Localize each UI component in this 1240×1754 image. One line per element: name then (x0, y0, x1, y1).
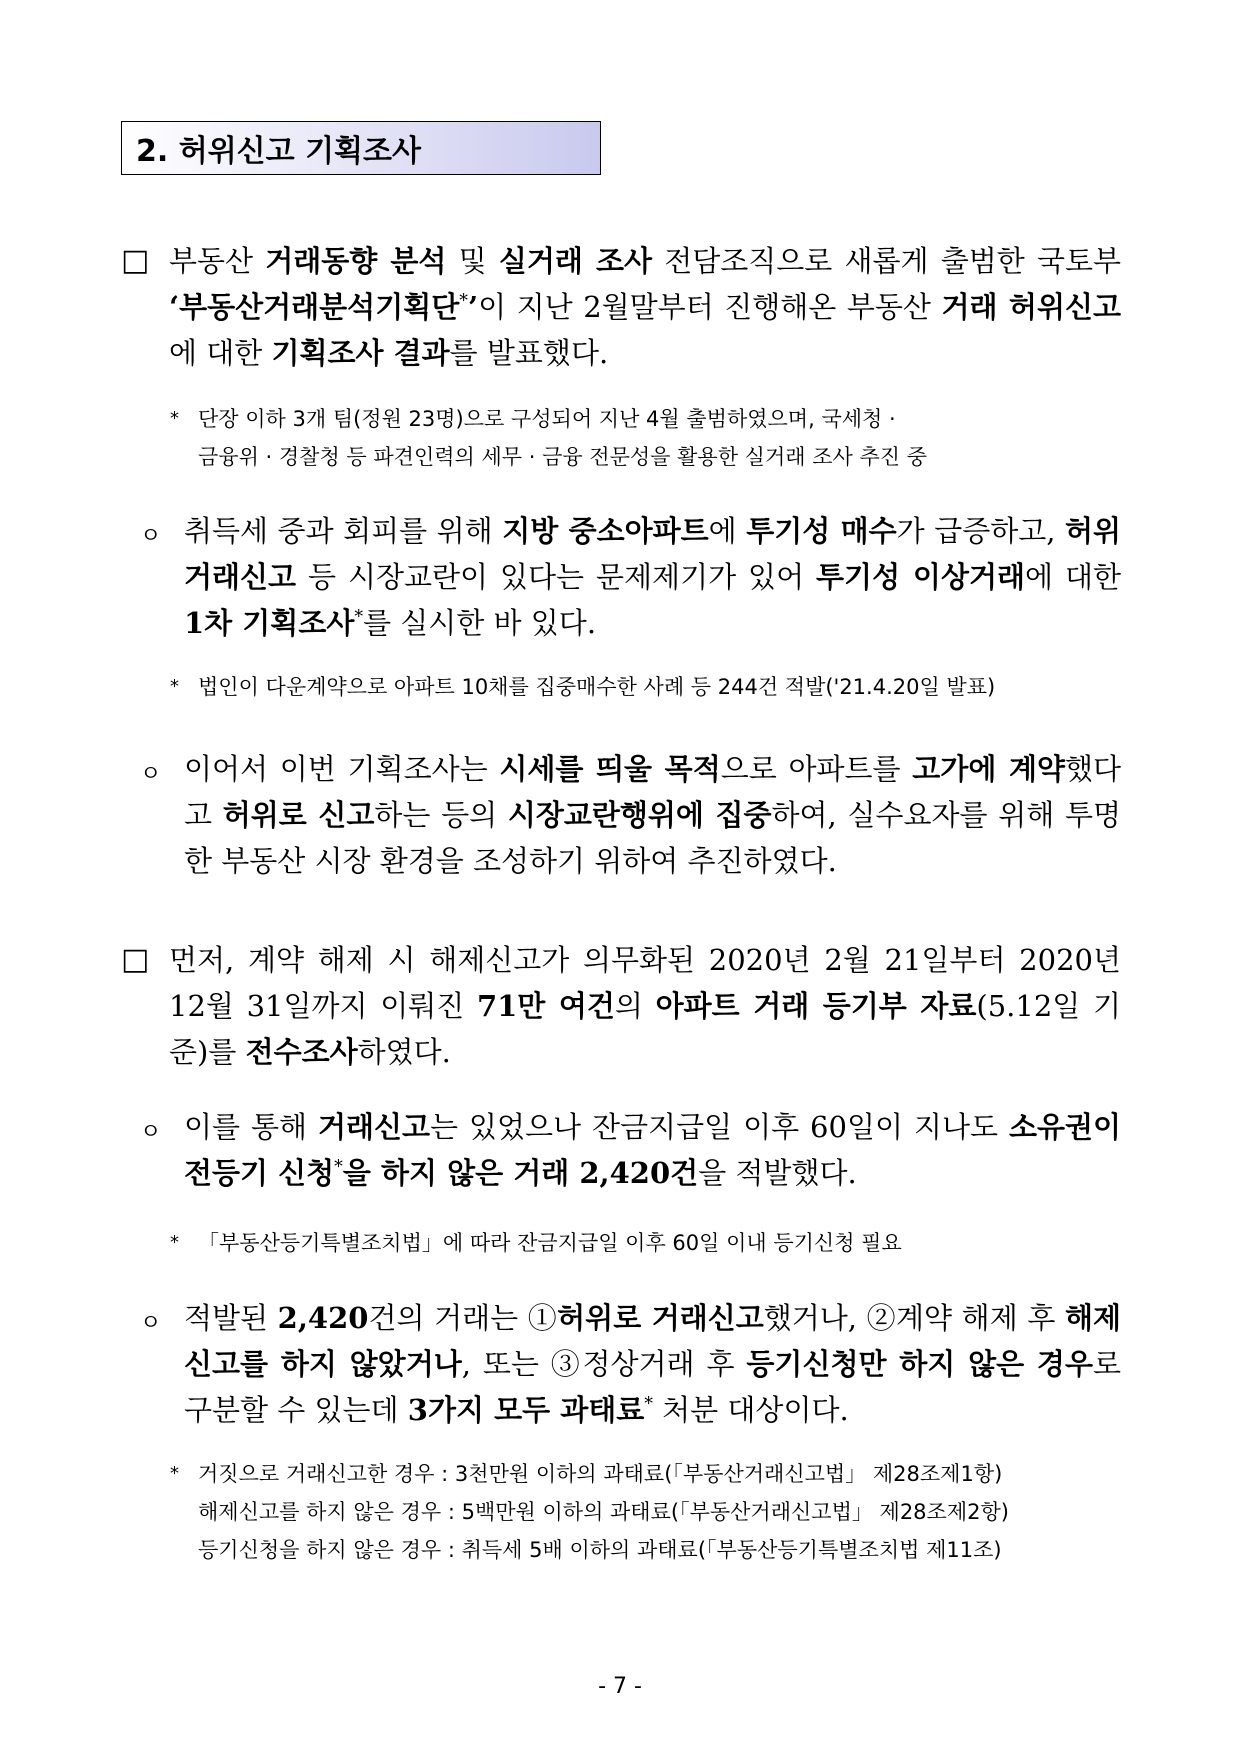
square-bullet: □ (121, 243, 150, 278)
circle-bullet: ㅇ (140, 762, 162, 787)
footnote-4 (170, 1455, 1125, 1569)
sub-bullet-3: ㅇ 이를 통해 거래신고는 있었으나 잔금지급일 이후 60일이 지나도 소유권이전등기 신청*을 하지 않은 거래 2,420건을 적발했다. (140, 1110, 1122, 1190)
circle-bullet: ㅇ (140, 1120, 162, 1145)
footnote-line: 등기신청을 하지 않은 경우 : 취득세 5배 이하의 과태료(「부동산등기특별조치법 제11조) (198, 1538, 1002, 1562)
circle-bullet: ㅇ (140, 524, 162, 549)
section-heading-box (121, 121, 601, 175)
paragraph-1: □ 부동산 거래동향 분석 및 실거래 조사 전담조직으로 새롭게 출범한 국토부 ‘부동산거래분석기획단*’이 지난 2월말부터 진행해온 부동산 거래 허위신고에 대한 기획조사 결과를 발표했다. (121, 238, 1121, 376)
sub-bullet-4: ㅇ 적발된 2,420건의 거래는 ①허위로 거래신고했거나, ②계약 해제 후 해제신고를 하지 않았거나, 또는 ③정상거래 후 등기신청만 하지 않은 경우로 구분할 수 있는데 3가지 모두 과태료* 처분 대상이다. (140, 1301, 1121, 1427)
footnote-line: 금융위 · 경찰청 등 파견인력의 세무 · 금융 전문성을 활용한 실거래 조사 추진 중 (198, 445, 927, 469)
footnote-star: * (170, 1232, 179, 1253)
footnote-star: * (170, 408, 179, 429)
footnote-line: 단장 이하 3개 팀(정원 23명)으로 구성되어 지난 4월 출범하였으며, 국세청 · (198, 407, 896, 431)
footnote-line: 거짓으로 거래신고한 경우 : 3천만원 이하의 과태료(「부동산거래신고법」 제28조제1항) (198, 1462, 1003, 1486)
section-title: 2. 허위신고 기획조사 (136, 134, 421, 169)
footnote-1 (170, 400, 1125, 476)
footnote-star: * (170, 1463, 179, 1484)
page-number: - 7 - (598, 1674, 642, 1699)
footnote-star: * (170, 676, 179, 697)
sub-bullet-1: ㅇ 취득세 중과 회피를 위해 지방 중소아파트에 투기성 매수가 급증하고, 허위 거래신고 등 시장교란이 있다는 문제제기가 있어 투기성 이상거래에 대한 1차 기획조사*를 실시한 바 있다. (140, 514, 1122, 640)
square-bullet: □ (121, 942, 150, 977)
paragraph-2: □ 먼저, 계약 해제 시 해제신고가 의무화된 2020년 2월 21일부터 2020년 12월 31일까지 이뤄진 71만 여건의 아파트 거래 등기부 자료(5.12일 기준)를 전수조사하였다. (121, 937, 1121, 1075)
sub-bullet-2: ㅇ 이어서 이번 기획조사는 시세를 띄울 목적으로 아파트를 고가에 계약했다고 허위로 신고하는 등의 시장교란행위에 집중하여, 실수요자를 위해 투명한 부동산 시장 환경을 조성하기 위하여 추진하였다. (140, 752, 1122, 878)
footnote-line: 「부동산등기특별조치법」에 따라 잔금지급일 이후 60일 이내 등기신청 필요 (198, 1231, 902, 1255)
footnote-line: 법인이 다운계약으로 아파트 10채를 집중매수한 사례 등 244건 적발('21.4.20일 발표) (198, 675, 996, 699)
footnote-2 (170, 668, 1125, 706)
footnote-3 (170, 1224, 1125, 1262)
circle-bullet: ㅇ (140, 1311, 162, 1336)
footnote-line: 해제신고를 하지 않은 경우 : 5백만원 이하의 과태료(「부동산거래신고법」 제28조제2항) (198, 1500, 1009, 1524)
